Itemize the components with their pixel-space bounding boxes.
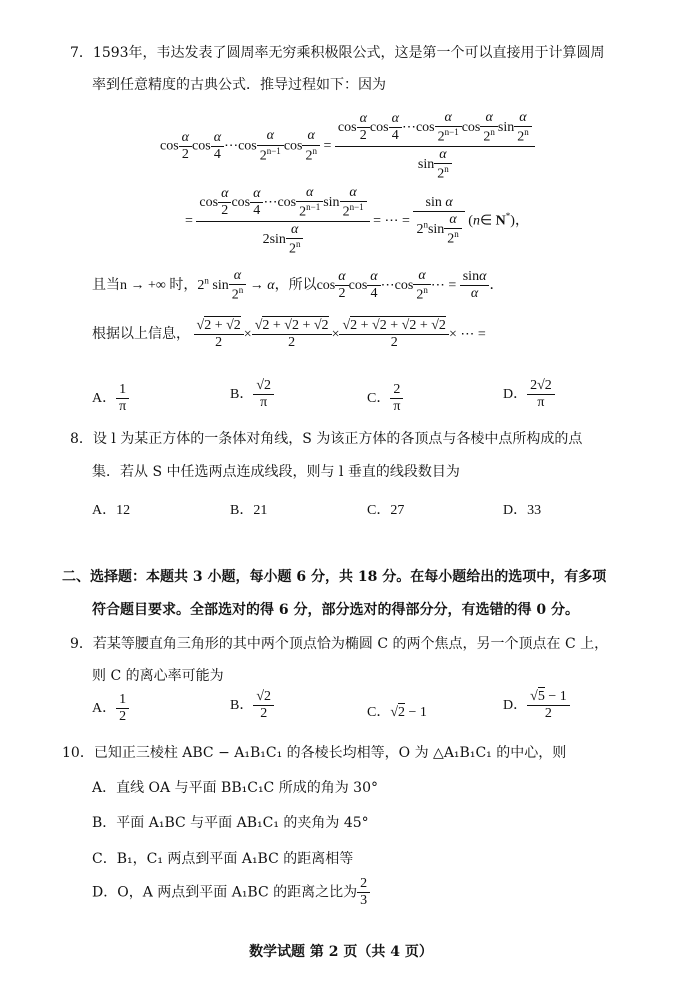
q9-option-d[interactable]: D． $\frac{√5 - 1}{2}$: [503, 689, 570, 722]
q10-text1: 已知正三棱柱 ABC − A₁B₁C₁ 的各棱长均相等，O 为 △A₁B₁C₁ 的中心，则: [93, 745, 567, 761]
page-footer: 数学试题 第 2 页（共 4 页）: [249, 944, 433, 960]
q10-option-c[interactable]: C．B₁，C₁ 两点到平面 A₁BC 的距离相等: [92, 851, 354, 867]
q7-limit-line: 且当n → +∞ 时，2$^n$ sin $\frac{\alpha}{2^n}$ → α，所以cos $\frac{\alpha}{2}$ cos $\frac{\alpha}{4}$ ⋯cos $\frac{\alpha}{2^n}$ ⋯ = $\frac{\sin\alpha}{\alpha}$ ．: [92, 268, 504, 303]
q7-line1: [70, 42, 605, 62]
q8-option-c[interactable]: C．27: [367, 503, 405, 518]
section2-heading-line2: 符合题目要求。全部选对的得 6 分，部分选对的得部分分，有选错的得 0 分。: [92, 602, 579, 618]
q7-product-line: 根据以上信息， $\frac{√2 + √2}{2}$ × $\frac{√2 + √2 + √2}{2}$ × $\frac{√2 + √2 + √2 + √2}{2}$ × ⋯ =: [92, 318, 486, 351]
q10-option-b[interactable]: B．平面 A₁BC 与平面 AB₁C₁ 的夹角为 45°: [92, 815, 369, 831]
q7-option-d[interactable]: D． $\frac{2√2}{\pi}$: [503, 378, 555, 411]
q7-option-c[interactable]: C． $\frac{2}{\pi}$: [367, 382, 403, 415]
q10-line1: [62, 742, 566, 762]
q8-option-b[interactable]: B．21: [230, 503, 268, 518]
q7-option-b[interactable]: B． $\frac{√2}{\pi}$: [230, 378, 274, 411]
q7-text3c: ，所以: [274, 278, 317, 294]
q7-formula-2: = cos $\frac{\alpha}{2}$ cos $\frac{\alpha}{4}$ ⋯cos $\frac{\alpha}{2^{n-1}}$ sin $\frac{\alpha}{2^{n-1}}$ 2sin $\frac{\alpha}{2^n}$ = ⋯ = sin α 2$^n$sin $\frac{\alpha}{2^n}$ (n∈ N*)，: [185, 185, 529, 257]
q7-text3b: n → +∞ 时，: [120, 278, 198, 294]
section2-heading-line1: 二、选择题：本题共 3 小题，每小题 6 分，共 18 分。在每小题给出的选项中，有多项: [62, 569, 607, 585]
q8-option-d[interactable]: D．33: [503, 503, 542, 518]
q8-text1: 设 l 为某正方体的一条体对角线，S 为该正方体的各顶点与各棱中点所构成的点: [92, 431, 583, 447]
q7-text3: 且当: [92, 278, 120, 294]
q9-line2: 则 C 的离心率可能为: [92, 668, 224, 684]
q7-text1: 1593年，韦达发表了圆周率无穷乘积极限公式，这是第一个可以直接用于计算圆周: [92, 45, 605, 61]
q10-option-a[interactable]: A．直线 OA 与平面 BB₁C₁C 所成的角为 30°: [92, 780, 378, 796]
q9-option-c[interactable]: C．√2 − 1: [367, 705, 427, 720]
q9-option-a[interactable]: A． $\frac{1}{2}$: [92, 692, 129, 725]
q10-number: 10．: [62, 745, 94, 761]
q9-text1: 若某等腰直角三角形的其中两个顶点恰为椭圆 C 的两个焦点，另一个顶点在 C 上，: [92, 636, 609, 652]
q8-option-a[interactable]: A．12: [92, 503, 131, 518]
q9-number: 9．: [70, 636, 93, 652]
q7-option-a[interactable]: A． $\frac{1}{\pi}$: [92, 382, 129, 415]
q7-text4: 根据以上信息，: [92, 326, 190, 342]
q8-line1: [70, 428, 582, 448]
q10-option-d[interactable]: D．O，A 两点到平面 A₁BC 的距离之比为 $\frac{2}{3}$: [92, 876, 370, 909]
q9-line1: [70, 633, 608, 653]
q7-formula-1: cos $\frac{\alpha}{2}$ cos $\frac{\alpha}{4}$ ⋯cos $\frac{\alpha}{2^{n-1}}$ cos $\frac{\alpha}{2^n}$ = cos $\frac{\alpha}{2}$ cos $\frac{\alpha}{4}$ ⋯cos $\frac{\alpha}{2^{n-1}}$ cos $\frac{\alpha}{2^n}$ sin $\frac{\alpha}{2^n}$ sin $\frac{\alpha}{2^n}$: [160, 110, 535, 183]
q9-option-b[interactable]: B． $\frac{√2}{2}$: [230, 689, 274, 722]
q7-line2: 率到任意精度的古典公式．推导过程如下：因为: [92, 77, 386, 93]
q8-line2: 集．若从 S 中任选两点连成线段，则与 l 垂直的线段数目为: [92, 464, 460, 480]
q10-option-d-text: D．O，A 两点到平面 A₁BC 的距离之比为: [92, 884, 358, 901]
q8-number: 8．: [70, 431, 93, 447]
q7-number: 7．: [70, 45, 93, 61]
